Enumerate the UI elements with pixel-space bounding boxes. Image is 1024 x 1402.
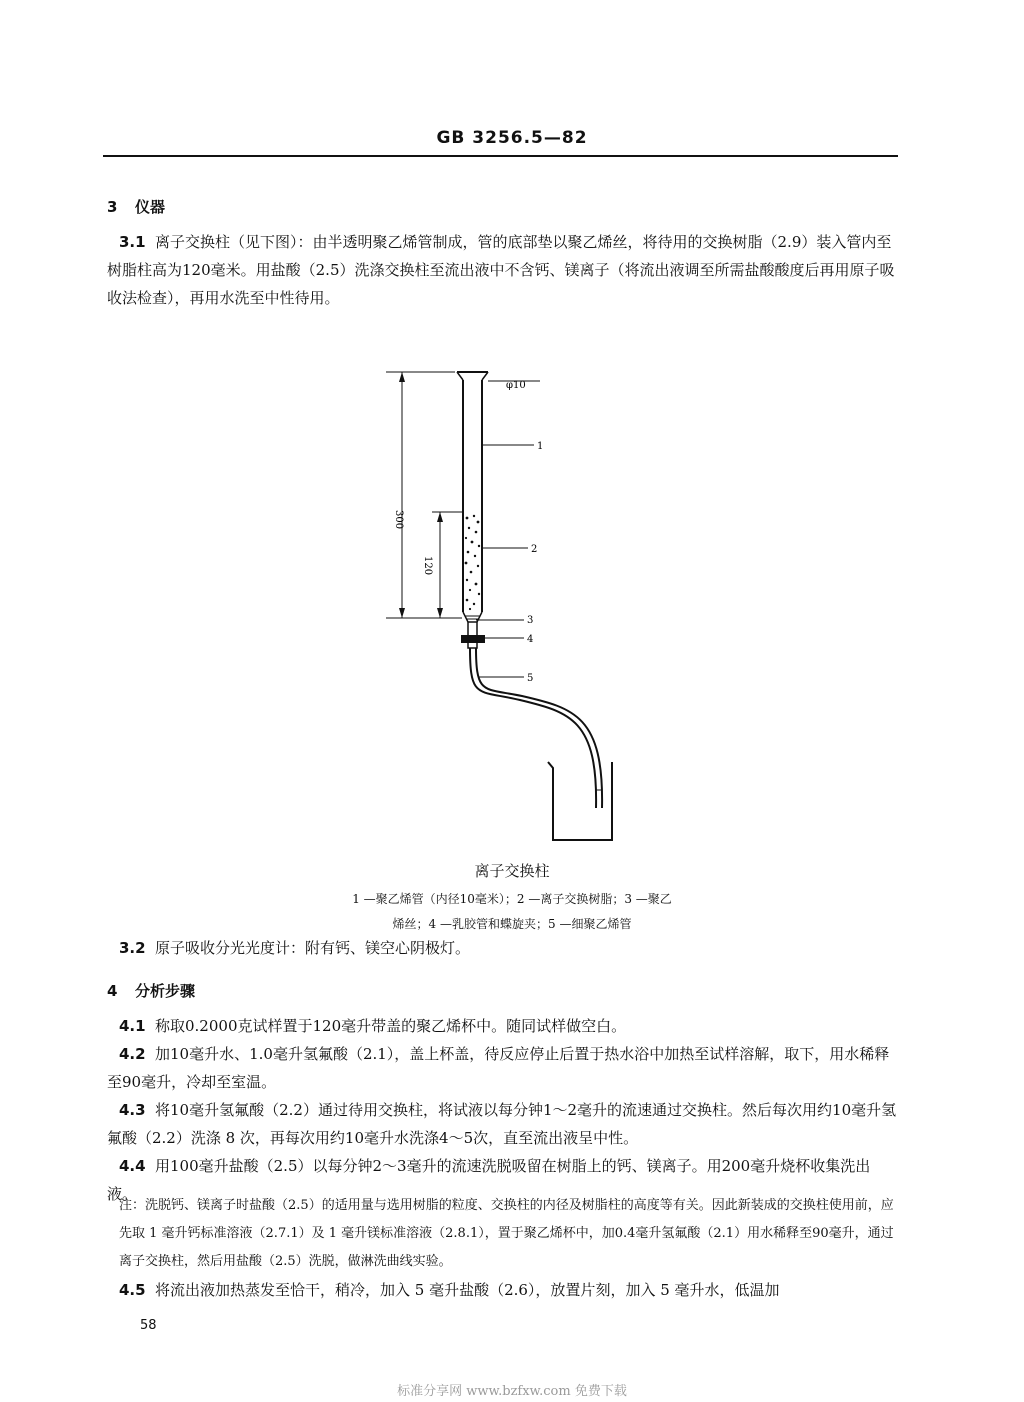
clause-number: 4.2 (119, 1045, 146, 1063)
resin-height-label: 120 (422, 556, 433, 576)
figure-legend-line-1: 1 —聚乙烯管（内径10毫米）；2 —离子交换树脂；3 —聚乙 (352, 892, 672, 906)
section-3-title (107, 196, 165, 217)
note-text: 洗脱钙、镁离子时盐酸（2.5）的适用量与选用树脂的粒度、交换柱的内径及树脂柱的高度等有关。因此新装成的交换柱使用前，应先取 1 毫升钙标准溶液（2.7.1）及 1 毫升镁标准溶液（2.8.1），置于聚乙烯杯中，加0.4毫升氢氟酸（2.1）用水稀释至90毫升，通过离子交换柱，然后用盐酸（2.5）洗脱，做淋洗曲线实验。 (119, 1198, 894, 1269)
paragraph-3-2 (107, 934, 897, 962)
callout-5: 5 (527, 673, 534, 684)
section-4-title (107, 980, 195, 1001)
header-rule (103, 155, 898, 157)
note-label: 注： (119, 1198, 146, 1213)
clause-number: 4.4 (119, 1157, 146, 1175)
clause-text: 离子交换柱（见下图）：由半透明聚乙烯管制成，管的底部垫以聚乙烯丝，将待用的交换树脂（2.9）装入管内至树脂柱高为120毫米。用盐酸（2.5）洗涤交换柱至流出液中不含钙、镁离子（将流出液调至所需盐酸酸度后再用原子吸收法检查），再用水洗至中性待用。 (107, 233, 895, 307)
clause-number: 3.1 (119, 233, 146, 251)
clause-number: 4.3 (119, 1101, 146, 1119)
clause-text: 加10毫升水、1.0毫升氢氟酸（2.1），盖上杯盖，待反应停止后置于热水浴中加热至试样溶解，取下，用水稀释至90毫升，冷却至室温。 (107, 1045, 890, 1091)
paragraph-3-1 (107, 228, 897, 312)
clause-text: 原子吸收分光光度计：附有钙、镁空心阴极灯。 (155, 939, 471, 957)
clause-text: 将10毫升氢氟酸（2.2）通过待用交换柱，将试液以每分钟1～2毫升的流速通过交换柱。然后每次用约10毫升氢氟酸（2.2）洗涤 8 次，再每次用约10毫升水洗涤4～5次，直至流出液呈中性。 (107, 1101, 897, 1147)
section-title-text: 仪器 (135, 198, 166, 216)
section-title-text: 分析步骤 (135, 982, 196, 1000)
total-height-label: 300 (393, 510, 404, 530)
figure-legend-line-2: 烯丝；4 —乳胶管和蝶旋夹；5 —细聚乙烯管 (392, 917, 632, 931)
note-block (107, 1192, 897, 1276)
section-number: 4 (107, 982, 118, 1000)
callout-1: 1 (537, 441, 544, 452)
standard-number-header: GB 3256.5—82 (436, 128, 588, 148)
clause-number: 4.1 (119, 1017, 146, 1035)
paragraph-4-2 (107, 1040, 897, 1096)
clause-number: 4.5 (119, 1281, 146, 1299)
clause-text: 称取0.2000克试样置于120毫升带盖的聚乙烯杯中。随同试样做空白。 (155, 1017, 627, 1035)
figure-title: 离子交换柱 (474, 862, 550, 880)
section-number: 3 (107, 198, 118, 216)
clause-text: 用100毫升盐酸（2.5）以每分钟2～3毫升的流速洗脱吸留在树脂上的钙、镁离子。用200毫升烧杯收集洗出液。 (107, 1157, 871, 1203)
clause-text: 将流出液加热蒸发至恰干，稍冷，加入 5 毫升盐酸（2.6），放置片刻，加入 5 毫升水，低温加 (155, 1281, 780, 1299)
callout-3: 3 (527, 615, 534, 626)
page-number: 58 (140, 1318, 157, 1333)
paragraph-4-5 (107, 1276, 897, 1304)
callout-2: 2 (531, 544, 538, 555)
clause-number: 3.2 (119, 939, 146, 957)
ion-exchange-column-figure (370, 360, 670, 850)
diameter-label: φ10 (506, 380, 526, 391)
callout-4: 4 (527, 634, 534, 645)
watermark-text: 标准分享网 www.bzfxw.com 免费下载 (397, 1384, 627, 1399)
paragraph-4-1 (107, 1012, 897, 1040)
paragraph-4-3 (107, 1096, 897, 1152)
